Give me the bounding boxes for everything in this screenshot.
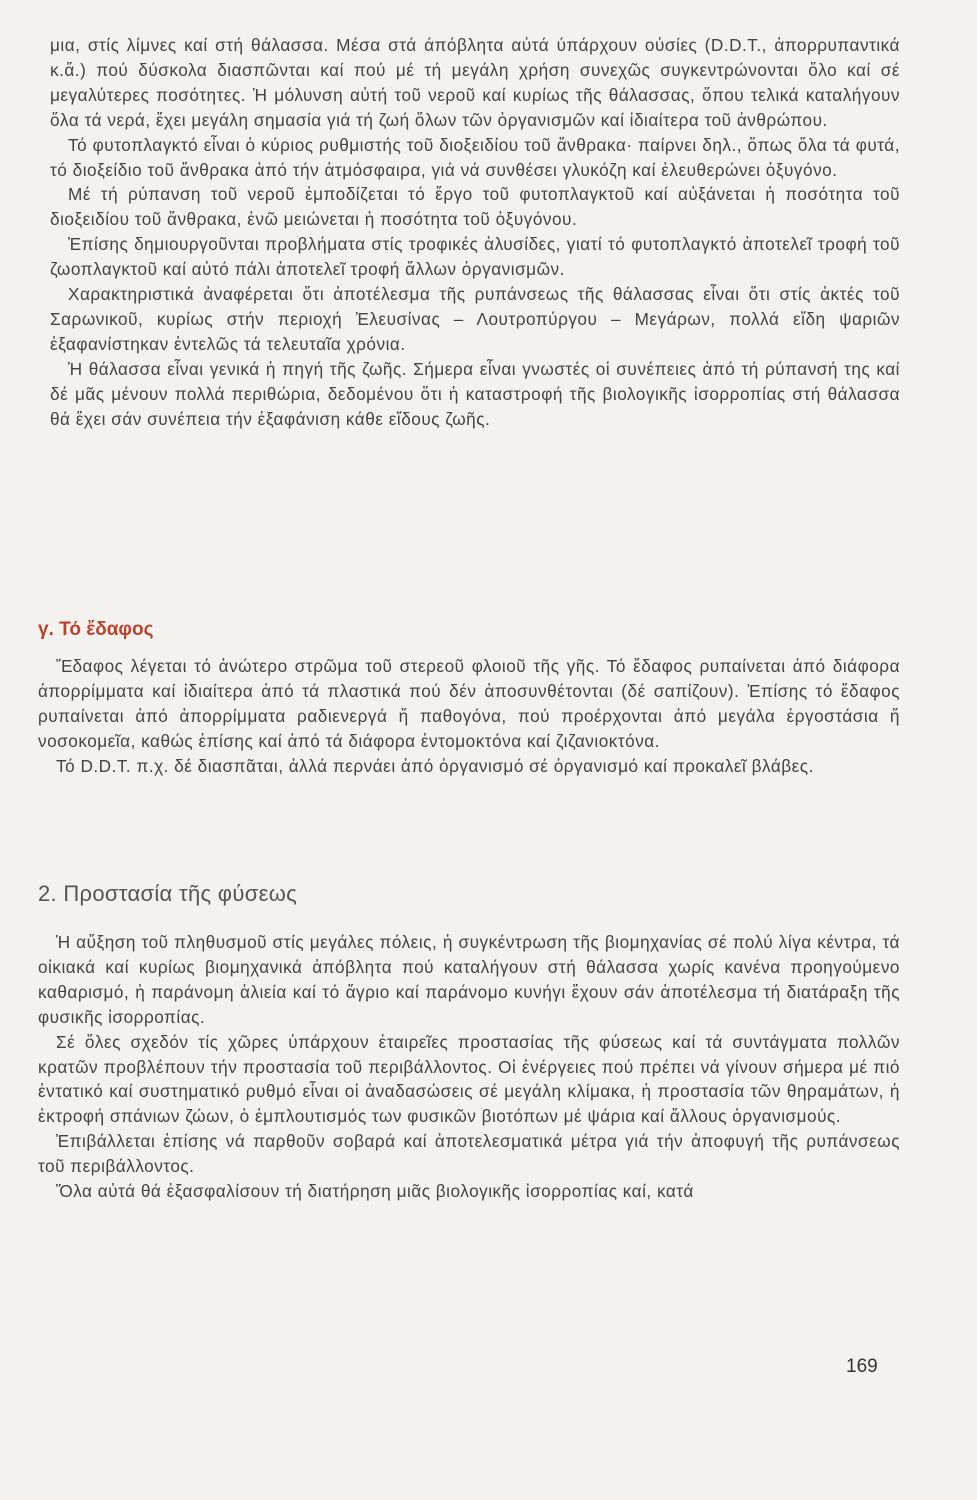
section-heading-soil: γ. Τό ἔδαφος — [38, 619, 154, 640]
paragraph: Τό D.D.T. π.χ. δέ διασπᾶται, ἀλλά περνάει ἀπό ὀργανισμό σέ ὀργανισμό καί προκαλεῖ βλάβες. — [56, 755, 814, 776]
page-number: 169 — [846, 1356, 878, 1377]
paragraph: Ἡ θάλασσα εἶναι γενικά ἡ πηγή τῆς ζωῆς. Σήμερα εἶναι γνωστές οἱ συνέπειες ἀπό τή ρύπανσή της καί δέ μᾶς μένουν πολλά περιθώρια, δεδομένου ὅτι ἡ καταστροφή τῆς βιολογικῆς ἰσορροπίας στή θάλασσα θά ἔχει σάν συνέπεια τήν ἐξαφάνιση κάθε εἴδους ζωῆς. — [50, 358, 900, 429]
paragraph: Σέ ὅλες σχεδόν τίς χῶρες ὑπάρχουν ἑταιρεῖες προστασίας τῆς φύσεως καί τά συντάγματα πολλῶν κρατῶν προβλέπουν τήν προστασία τοῦ περιβάλλοντος. Οἱ ἐνέργειες πού πρέπει νά γίνουν σήμερα μέ πιό ἐντατικό καί συστηματικό ρυθμό εἶναι οἱ ἀναδασώσεις σέ μεγάλη κλίμακα, ἡ προστασία τῶν θηραμάτων, ἡ ἐκτροφή σπάνιων ζώων, ὁ ἐμπλουτισμός των φυσικῶν βιοτόπων μέ ψάρια καί ἄλλους ὀργανισμούς. — [38, 1031, 900, 1127]
paragraph: Ἔδαφος λέγεται τό ἀνώτερο στρῶμα τοῦ στερεοῦ φλοιοῦ τῆς γῆς. Τό ἔδαφος ρυπαίνεται ἀπό διάφορα ἀπορρίμματα καί ἰδιαίτερα ἀπό τά πλαστικά πού δέν ἀποσυνθέτονται (δέ σαπίζουν). Ἐπίσης τό ἔδαφος ρυπαίνεται ἀπό ἀπορρίμματα ραδιενεργά ἤ παθογόνα, πού προέρχονται ἀπό μεγάλα ἐργοστάσια ἤ νοσοκομεῖα, καθώς ἐπίσης καί ἀπό τά διάφορα ἐντομοκτόνα καί ζιζανιοκτόνα. — [38, 656, 900, 751]
paragraph: Ἐπίσης δημιουργοῦνται προβλήματα στίς τροφικές ἁλυσίδες, γιατί τό φυτοπλαγκτό ἀποτελεῖ τροφή τοῦ ζωοπλαγκτοῦ καί αὐτό πάλι ἀποτελεῖ τροφή ἄλλων ὀργανισμῶν. — [50, 234, 900, 280]
paragraph: Χαρακτηριστικά ἀναφέρεται ὅτι ἀποτέλεσμα τῆς ρυπάνσεως τῆς θάλασσας εἶναι ὅτι στίς ἀκτές τοῦ Σαρωνικοῦ, κυρίως στήν περιοχή Ἐλευσίνας – Λουτροπύργου – Μεγάρων, πολλά εἴδη ψαριῶν ἐξαφανίστηκαν ἐντελῶς τά τελευταῖα χρόνια. — [50, 284, 900, 354]
paragraph: Ἡ αὔξηση τοῦ πληθυσμοῦ στίς μεγάλες πόλεις, ἡ συγκέντρωση τῆς βιομηχανίας σέ πολύ λίγα κέντρα, τά οἰκιακά καί κυρίως βιομηχανικά ἀπόβλητα πού καταλήγουν στή θάλασσα χωρίς κανένα προηγούμενο καθαρισμό, ἡ παράνομη ἁλιεία καί τό ἄγριο καί παράνομο κυνήγι ἔχουν σάν ἀποτέλεσμα τή διατάραξη τῆς φυσικῆς ἰσορροπίας. — [38, 932, 900, 1027]
text-block-soil — [38, 654, 900, 779]
paragraph: Ἐπιβάλλεται ἐπίσης νά παρθοῦν σοβαρά καί ἀποτελεσματικά μέτρα γιά τήν ἀποφυγή τῆς ρυπάνσεως τοῦ περιβάλλοντος. — [38, 1131, 900, 1177]
paragraph: Μέ τή ρύπανση τοῦ νεροῦ ἐμποδίζεται τό ἔργο τοῦ φυτοπλαγκτοῦ καί αὐξάνεται ἡ ποσότητα τοῦ διοξειδίου τοῦ ἄνθρακα, ἐνῶ μειώνεται ἡ ποσότητα τοῦ ὀξυγόνου. — [50, 184, 900, 230]
text-block-water-pollution — [50, 33, 900, 432]
text-block-nature-protection — [38, 930, 900, 1204]
paragraph: Τό φυτοπλαγκτό εἶναι ὁ κύριος ρυθμιστής τοῦ διοξειδίου τοῦ ἄνθρακα· παίρνει δηλ., ὅπως ὅλα τά φυτά, τό διοξείδιο τοῦ ἄνθρακα ἀπό τήν ἀτμόσφαιρα, γιά νά συνθέσει γλυκόζη καί ἐλευθερώνει ὀξυγόνο. — [50, 134, 900, 180]
paragraph: μια, στίς λίμνες καί στή θάλασσα. Μέσα στά άπόβλητα αὐτά ύπάρχουν οὐσίες (D.D.T., ἀπορρυπαντικά κ.ἄ.) πού δύσκολα διασπῶνται καί πού μέ τή μεγάλη χρήση συνεχῶς συγκεντρώνονται ὅλο καί σέ μεγαλύτερες ποσότητες. Ἡ μόλυνση αὐτή τοῦ νεροῦ καί κυρίως τῆς θάλασσας, ὅπου τελικά καταλήγουν ὅλα τά νερά, ἔχει μεγάλη σημασία γιά τή ζωή ὅλων τῶν ὀργανισμῶν καί ἰδιαίτερα τοῦ ἀνθρώπου. — [50, 35, 900, 130]
section-heading-nature-protection: 2. Προστασία τῆς φύσεως — [38, 881, 298, 906]
paragraph: Ὅλα αὐτά θά ἐξασφαλίσουν τή διατήρηση μιᾶς βιολογικῆς ἰσορροπίας καί, κατά — [56, 1181, 694, 1202]
